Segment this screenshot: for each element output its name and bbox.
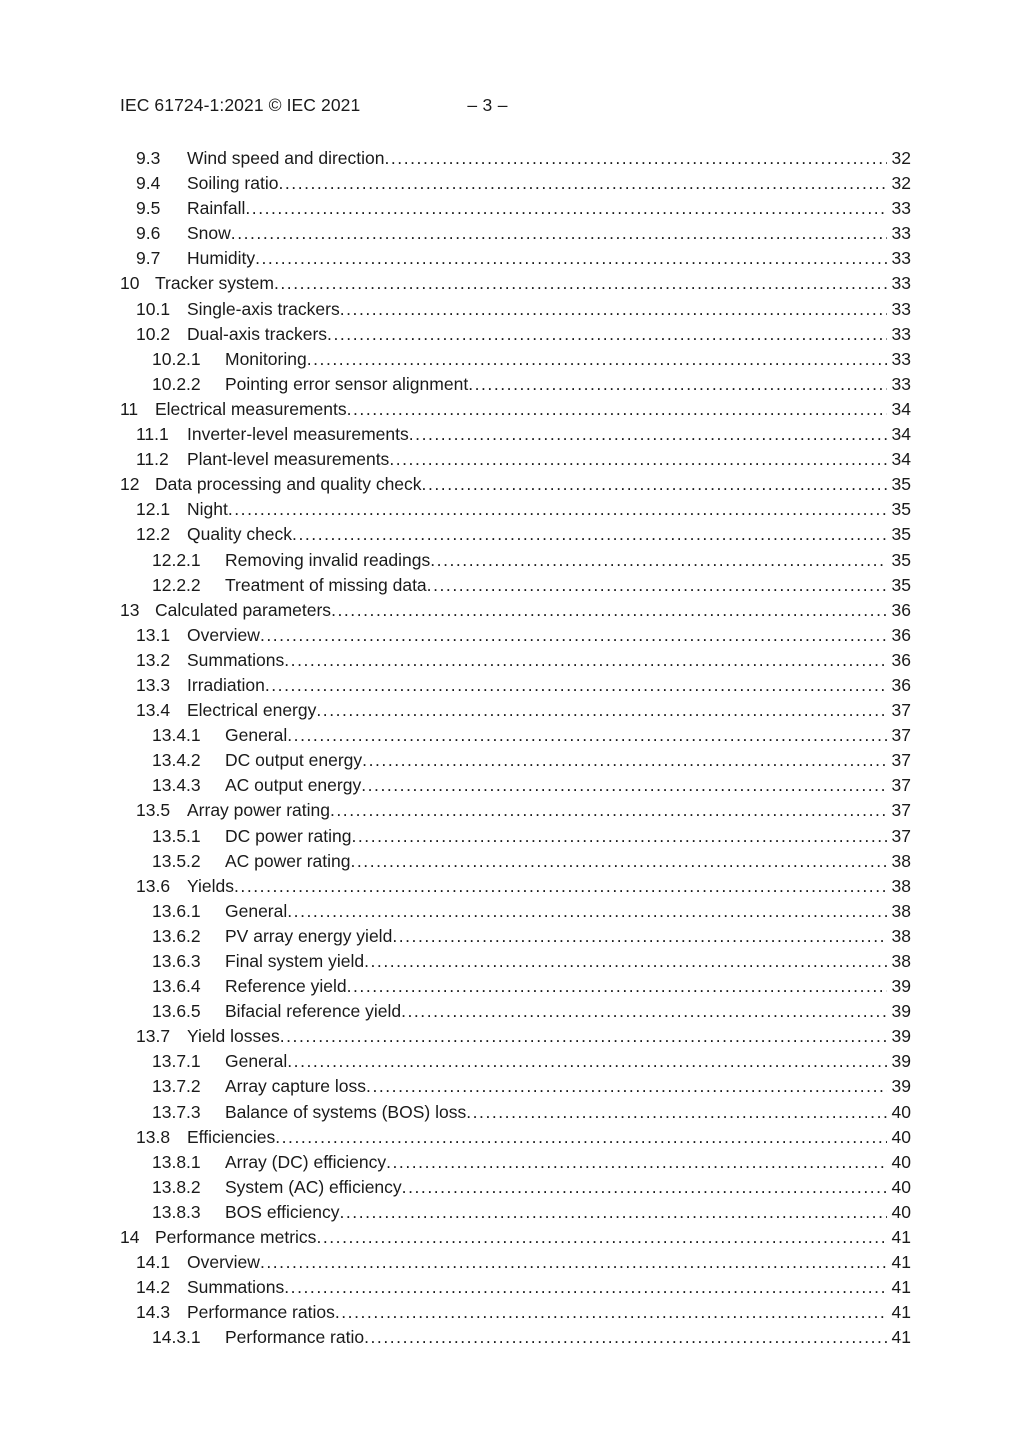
toc-dot-leader (327, 322, 887, 347)
toc-entry-page-number: 33 (891, 198, 911, 219)
toc-entry[interactable] (120, 548, 911, 573)
toc-dot-leader (245, 196, 887, 221)
toc-entry-number: 9.4 (136, 173, 161, 194)
toc-entry-label: Performance ratios (187, 1302, 335, 1323)
toc-entry-label: AC output energy (225, 775, 362, 796)
toc-entry-number: 13.4.3 (152, 775, 201, 796)
toc-dot-leader (351, 824, 887, 849)
toc-dot-leader (339, 1200, 887, 1225)
toc-entry-label: PV array energy yield (225, 925, 393, 946)
toc-dot-leader (284, 648, 887, 673)
toc-entry-number: 13.3 (136, 674, 171, 695)
toc-entry-number: 12.2.1 (152, 549, 201, 570)
toc-entry[interactable] (120, 447, 911, 472)
toc-entry[interactable] (120, 623, 911, 648)
toc-entry-label: Balance of systems (BOS) loss (225, 1101, 467, 1122)
toc-dot-leader (231, 221, 887, 246)
toc-entry-label: Array capture loss (225, 1076, 367, 1097)
toc-entry-label: Electrical energy (187, 700, 317, 721)
toc-dot-leader (284, 1275, 887, 1300)
toc-dot-leader (265, 673, 887, 698)
toc-entry[interactable] (120, 397, 911, 422)
toc-entry-page-number: 41 (891, 1252, 911, 1273)
toc-entry-page-number: 40 (891, 1201, 911, 1222)
toc-entry[interactable] (120, 874, 911, 899)
toc-entry-label: General (225, 725, 288, 746)
toc-dot-leader (316, 1225, 887, 1250)
toc-dot-leader (260, 1250, 887, 1275)
toc-entry-number: 14.2 (136, 1277, 171, 1298)
toc-entry-number: 12.2.2 (152, 574, 201, 595)
toc-entry[interactable] (120, 598, 911, 623)
toc-entry-label: Efficiencies (187, 1126, 276, 1147)
toc-entry-label: Overview (187, 1252, 260, 1273)
toc-entry-page-number: 34 (891, 398, 911, 419)
toc-entry[interactable] (120, 1275, 911, 1300)
toc-entry-page-number: 33 (891, 223, 911, 244)
toc-entry-page-number: 41 (891, 1302, 911, 1323)
toc-entry-page-number: 37 (891, 800, 911, 821)
toc-dot-leader (274, 271, 887, 296)
toc-entry-number: 10.1 (136, 298, 171, 319)
toc-entry-number: 13.6.4 (152, 976, 201, 997)
toc-entry-page-number: 35 (891, 474, 911, 495)
toc-entry-label: BOS efficiency (225, 1201, 340, 1222)
toc-entry-label: Humidity (187, 248, 256, 269)
toc-dot-leader (255, 246, 887, 271)
toc-entry-number: 13.5.2 (152, 850, 201, 871)
toc-entry-label: Dual-axis trackers (187, 323, 328, 344)
toc-entry[interactable] (120, 1175, 911, 1200)
toc-entry-label: Data processing and quality check (155, 474, 422, 495)
toc-entry-number: 10.2 (136, 323, 171, 344)
toc-entry-label: Single-axis trackers (187, 298, 340, 319)
toc-dot-leader (275, 1125, 887, 1150)
toc-entry-number: 13.4 (136, 700, 171, 721)
toc-entry-number: 14.3.1 (152, 1327, 201, 1348)
toc-dot-leader (228, 497, 887, 522)
toc-dot-leader (340, 297, 887, 322)
toc-entry-page-number: 37 (891, 725, 911, 746)
toc-dot-leader (307, 347, 887, 372)
toc-entry-number: 14.1 (136, 1252, 171, 1273)
toc-entry-number: 11 (120, 398, 139, 419)
toc-dot-leader (386, 1150, 887, 1175)
toc-dot-leader (466, 1100, 887, 1125)
toc-entry-number: 13.7.2 (152, 1076, 201, 1097)
toc-dot-leader (316, 698, 887, 723)
toc-entry[interactable] (120, 1200, 911, 1225)
header-standard-reference: IEC 61724-1:2021 © IEC 2021 (120, 95, 361, 115)
toc-dot-leader (287, 723, 887, 748)
toc-entry[interactable] (120, 824, 911, 849)
toc-entry-number: 12 (120, 474, 140, 495)
toc-dot-leader (330, 798, 887, 823)
toc-entry-page-number: 40 (891, 1126, 911, 1147)
toc-dot-leader (280, 1024, 887, 1049)
toc-dot-leader (362, 748, 887, 773)
toc-dot-leader (364, 1325, 887, 1350)
toc-entry[interactable] (120, 1125, 911, 1150)
toc-entry-label: Plant-level measurements (187, 449, 390, 470)
toc-entry-label: DC power rating (225, 825, 352, 846)
table-of-contents (120, 146, 911, 1351)
toc-entry-page-number: 32 (891, 148, 911, 168)
toc-entry-page-number: 38 (891, 925, 911, 946)
toc-entry-number: 13.1 (136, 624, 171, 645)
toc-entry-page-number: 41 (891, 1227, 911, 1248)
toc-dot-leader (287, 1049, 887, 1074)
toc-entry[interactable] (120, 347, 911, 372)
toc-entry-page-number: 39 (891, 1076, 911, 1097)
toc-entry-number: 13.8.1 (152, 1151, 201, 1172)
toc-entry-label: Yield losses (187, 1026, 280, 1047)
toc-entry-page-number: 38 (891, 900, 911, 921)
toc-entry[interactable] (120, 798, 911, 823)
toc-dot-leader (350, 849, 887, 874)
toc-entry-page-number: 37 (891, 700, 911, 721)
toc-entry[interactable] (120, 1024, 911, 1049)
toc-entry-number: 13.6.2 (152, 925, 201, 946)
toc-entry[interactable] (120, 648, 911, 673)
toc-entry[interactable] (120, 271, 911, 296)
toc-entry-number: 13.8.3 (152, 1201, 201, 1222)
toc-entry-label: Rainfall (187, 198, 246, 219)
toc-entry-label: Reference yield (225, 976, 347, 997)
toc-entry-number: 13.6.1 (152, 900, 201, 921)
toc-entry-label: System (AC) efficiency (225, 1176, 402, 1197)
toc-entry-label: Soiling ratio (187, 173, 279, 194)
toc-entry[interactable] (120, 1325, 911, 1350)
toc-entry-page-number: 37 (891, 775, 911, 796)
toc-entry-label: Summations (187, 1277, 285, 1298)
toc-entry-page-number: 40 (891, 1101, 911, 1122)
toc-entry-number: 10.2.2 (152, 373, 201, 394)
toc-entry[interactable] (120, 472, 911, 497)
toc-dot-leader (366, 1074, 887, 1099)
toc-entry-number: 13.8 (136, 1126, 171, 1147)
toc-entry-number: 10.2.1 (152, 348, 201, 369)
toc-entry-label: Final system yield (225, 951, 365, 971)
toc-dot-leader (287, 899, 887, 924)
toc-dot-leader (392, 924, 887, 949)
toc-entry-label: Calculated parameters (155, 599, 332, 620)
toc-entry-label: Overview (187, 624, 260, 645)
toc-entry-page-number: 36 (891, 624, 911, 645)
toc-entry-label: Yields (187, 875, 235, 896)
toc-entry-page-number: 40 (891, 1151, 911, 1172)
toc-entry[interactable] (120, 673, 911, 698)
toc-entry-number: 13.7.3 (152, 1101, 201, 1122)
toc-entry-page-number: 33 (891, 323, 911, 344)
toc-dot-leader (401, 999, 887, 1024)
toc-entry-page-number: 39 (891, 1051, 911, 1072)
toc-entry[interactable] (120, 748, 911, 773)
toc-dot-leader (384, 146, 887, 171)
toc-dot-leader (335, 1300, 887, 1325)
toc-entry-label: Array power rating (187, 800, 330, 821)
toc-entry-page-number: 33 (891, 248, 911, 269)
toc-dot-leader (402, 1175, 887, 1200)
toc-entry-page-number: 33 (891, 348, 911, 369)
toc-entry-number: 13.8.2 (152, 1176, 201, 1197)
toc-entry-label: Snow (187, 223, 231, 244)
toc-dot-leader (278, 171, 887, 196)
toc-entry-page-number: 40 (891, 1176, 911, 1197)
toc-entry-page-number: 35 (891, 499, 911, 520)
toc-entry[interactable] (120, 297, 911, 322)
toc-dot-leader (409, 422, 887, 447)
toc-entry[interactable] (120, 974, 911, 999)
toc-entry[interactable] (120, 1150, 911, 1175)
toc-dot-leader (347, 974, 887, 999)
toc-entry[interactable] (120, 698, 911, 723)
toc-entry[interactable] (120, 1300, 911, 1325)
toc-entry-page-number: 32 (891, 173, 911, 194)
toc-entry[interactable] (120, 573, 911, 598)
toc-entry[interactable] (120, 999, 911, 1024)
toc-entry[interactable] (120, 322, 911, 347)
toc-entry-page-number: 35 (891, 549, 911, 570)
toc-entry-label: DC output energy (225, 750, 363, 771)
running-header (120, 95, 920, 119)
toc-entry-label: Wind speed and direction (187, 148, 385, 168)
toc-entry[interactable] (120, 1225, 911, 1250)
toc-entry-label: Treatment of missing data (225, 574, 427, 595)
toc-entry[interactable] (120, 1074, 911, 1099)
toc-entry-label: Monitoring (225, 348, 307, 369)
toc-entry[interactable] (120, 497, 911, 522)
toc-dot-leader (234, 874, 887, 899)
toc-entry-page-number: 38 (891, 850, 911, 871)
toc-entry-number: 9.7 (136, 248, 161, 269)
toc-entry-number: 13.2 (136, 649, 171, 670)
toc-entry[interactable] (120, 146, 911, 171)
toc-entry-number: 11.1 (136, 424, 169, 445)
toc-entry-page-number: 37 (891, 825, 911, 846)
toc-entry-number: 12.2 (136, 524, 171, 545)
toc-entry-label: Night (187, 499, 228, 520)
toc-entry-page-number: 36 (891, 649, 911, 670)
toc-entry[interactable] (120, 221, 911, 246)
toc-entry-label: Array (DC) efficiency (225, 1151, 387, 1172)
toc-entry-page-number: 38 (891, 875, 911, 896)
toc-entry[interactable] (120, 924, 911, 949)
toc-entry[interactable] (120, 246, 911, 271)
toc-entry-number: 13.4.1 (152, 725, 201, 746)
toc-entry-number: 14.3 (136, 1302, 171, 1323)
toc-entry-label: Performance ratio (225, 1327, 365, 1348)
toc-entry-label: General (225, 900, 288, 921)
toc-entry[interactable] (120, 949, 911, 974)
toc-dot-leader (292, 522, 887, 547)
toc-entry[interactable] (120, 1100, 911, 1125)
toc-entry-number: 14 (120, 1227, 140, 1248)
toc-entry-number: 9.3 (136, 148, 161, 168)
toc-entry-number: 13.7 (136, 1026, 171, 1047)
toc-entry-number: 13.6.3 (152, 951, 201, 971)
toc-entry-number: 12.1 (136, 499, 171, 520)
toc-entry-number: 13.5.1 (152, 825, 201, 846)
toc-entry-label: Pointing error sensor alignment (225, 373, 469, 394)
toc-entry-label: Quality check (187, 524, 293, 545)
toc-entry[interactable] (120, 171, 911, 196)
toc-dot-leader (389, 447, 887, 472)
toc-entry[interactable] (120, 372, 911, 397)
toc-entry-label: AC power rating (225, 850, 351, 871)
toc-entry-page-number: 33 (891, 298, 911, 319)
toc-entry-page-number: 41 (891, 1327, 911, 1348)
toc-entry-page-number: 37 (891, 750, 911, 771)
toc-entry[interactable] (120, 849, 911, 874)
toc-dot-leader (430, 548, 887, 573)
toc-entry-page-number: 41 (891, 1277, 911, 1298)
toc-entry-label: Bifacial reference yield (225, 1001, 402, 1022)
toc-entry-number: 10 (120, 273, 140, 294)
toc-entry-label: Tracker system (155, 273, 274, 294)
toc-entry-number: 11.2 (136, 449, 169, 470)
toc-entry-page-number: 35 (891, 574, 911, 595)
toc-entry-page-number: 33 (891, 273, 911, 294)
toc-entry-page-number: 38 (891, 951, 911, 971)
toc-entry-number: 13.6 (136, 875, 171, 896)
toc-entry-number: 13.5 (136, 800, 171, 821)
toc-entry-label: Inverter-level measurements (187, 424, 409, 445)
toc-entry-label: Irradiation (187, 674, 265, 695)
toc-dot-leader (361, 773, 887, 798)
toc-entry-page-number: 39 (891, 1026, 911, 1047)
toc-entry[interactable] (120, 773, 911, 798)
toc-entry-page-number: 34 (891, 449, 911, 470)
toc-dot-leader (427, 573, 887, 598)
toc-entry-page-number: 35 (891, 524, 911, 545)
toc-entry[interactable] (120, 522, 911, 547)
toc-dot-leader (347, 397, 887, 422)
toc-entry-label: General (225, 1051, 288, 1072)
toc-entry[interactable] (120, 1049, 911, 1074)
toc-entry-number: 13.4.2 (152, 750, 201, 771)
toc-entry-number: 13.7.1 (152, 1051, 201, 1072)
toc-entry-number: 9.5 (136, 198, 161, 219)
toc-entry-number: 13.6.5 (152, 1001, 201, 1022)
toc-entry-label: Electrical measurements (155, 398, 347, 419)
toc-dot-leader (364, 949, 887, 974)
toc-dot-leader (260, 623, 887, 648)
toc-dot-leader (422, 472, 887, 497)
toc-dot-leader (331, 598, 887, 623)
toc-entry-page-number: 33 (891, 373, 911, 394)
page-number-marker: – 3 – (467, 95, 508, 115)
toc-dot-leader (468, 372, 887, 397)
toc-entry-number: 13 (120, 599, 140, 620)
toc-entry-label: Performance metrics (155, 1227, 317, 1248)
toc-entry-page-number: 34 (891, 424, 911, 445)
toc-entry[interactable] (120, 422, 911, 447)
toc-entry-page-number: 39 (891, 1001, 911, 1022)
toc-entry[interactable] (120, 723, 911, 748)
toc-entry[interactable] (120, 1250, 911, 1275)
toc-entry-label: Summations (187, 649, 285, 670)
toc-entry-page-number: 39 (891, 976, 911, 997)
toc-entry-label: Removing invalid readings (225, 549, 431, 570)
toc-entry-page-number: 36 (891, 674, 911, 695)
toc-entry-page-number: 36 (891, 599, 911, 620)
toc-entry[interactable] (120, 196, 911, 221)
toc-entry-number: 9.6 (136, 223, 161, 244)
toc-entry[interactable] (120, 899, 911, 924)
